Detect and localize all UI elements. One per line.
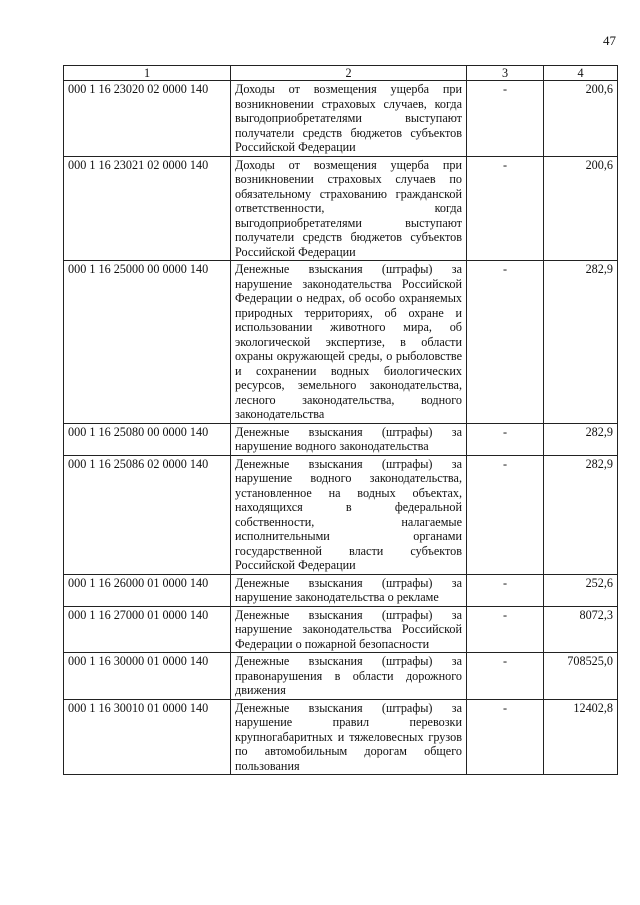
table-row [64, 653, 618, 700]
page-number: 47 [603, 33, 616, 48]
budget-code: 000 1 16 26000 01 0000 140 [64, 574, 231, 606]
header-col-3: 3 [467, 66, 544, 81]
amount-value: 708525,0 [544, 653, 618, 700]
table-row [64, 81, 618, 157]
table-header-row [64, 66, 618, 81]
revenue-description: Доходы от возмещения ущерба при возникновении страховых случаев по обязательному страхованию гражданской ответственности, когда выгодоприобретателями выступают получатели средств бюджетов субъектов Российской Федерации [231, 156, 467, 261]
table-row [64, 455, 618, 574]
revenue-description: Денежные взыскания (штрафы) за нарушение водного законодательства [231, 423, 467, 455]
col3-value: - [467, 423, 544, 455]
budget-code: 000 1 16 25000 00 0000 140 [64, 261, 231, 424]
table-row [64, 699, 618, 775]
amount-value: 200,6 [544, 156, 618, 261]
amount-value: 282,9 [544, 261, 618, 424]
budget-code: 000 1 16 30010 01 0000 140 [64, 699, 231, 775]
revenue-description: Денежные взыскания (штрафы) за нарушение законодательства Российской Федерации о пожарной безопасности [231, 606, 467, 653]
col3-value: - [467, 156, 544, 261]
amount-value: 12402,8 [544, 699, 618, 775]
amount-value: 8072,3 [544, 606, 618, 653]
col3-value: - [467, 606, 544, 653]
col3-value: - [467, 455, 544, 574]
col3-value: - [467, 699, 544, 775]
revenue-description: Денежные взыскания (штрафы) за правонарушения в области дорожного движения [231, 653, 467, 700]
amount-value: 200,6 [544, 81, 618, 157]
budget-code: 000 1 16 23021 02 0000 140 [64, 156, 231, 261]
table-row [64, 423, 618, 455]
budget-code: 000 1 16 25086 02 0000 140 [64, 455, 231, 574]
amount-value: 282,9 [544, 423, 618, 455]
col3-value: - [467, 653, 544, 700]
budget-code: 000 1 16 30000 01 0000 140 [64, 653, 231, 700]
budget-code: 000 1 16 25080 00 0000 140 [64, 423, 231, 455]
table-row [64, 606, 618, 653]
col3-value: - [467, 574, 544, 606]
header-col-1: 1 [64, 66, 231, 81]
revenue-description: Доходы от возмещения ущерба при возникновении страховых случаев, когда выгодоприобретателями выступают получатели средств бюджетов субъектов Российской Федерации [231, 81, 467, 157]
budget-code: 000 1 16 23020 02 0000 140 [64, 81, 231, 157]
budget-revenue-table [63, 65, 618, 775]
table-row [64, 156, 618, 261]
header-col-2: 2 [231, 66, 467, 81]
budget-code: 000 1 16 27000 01 0000 140 [64, 606, 231, 653]
col3-value: - [467, 261, 544, 424]
col3-value: - [467, 81, 544, 157]
header-col-4: 4 [544, 66, 618, 81]
amount-value: 252,6 [544, 574, 618, 606]
table-row [64, 574, 618, 606]
revenue-description: Денежные взыскания (штрафы) за нарушение водного законодательства, установленное на водных объектах, находящихся в федеральной собственности, налагаемые исполнительными органами государственной власти субъектов Российской Федерации [231, 455, 467, 574]
revenue-description: Денежные взыскания (штрафы) за нарушение законодательства о рекламе [231, 574, 467, 606]
amount-value: 282,9 [544, 455, 618, 574]
revenue-description: Денежные взыскания (штрафы) за нарушение законодательства Российской Федерации о недрах, об особо охраняемых природных территориях, об охране и использовании животного мира, об экологической экспертизе, в области охраны окружающей среды, о рыболовстве и сохранении водных биологических ресурсов, земельного законодательства, лесного законодательства, водного законодательства [231, 261, 467, 424]
table-row [64, 261, 618, 424]
revenue-description: Денежные взыскания (штрафы) за нарушение правил перевозки крупногабаритных и тяжеловесных грузов по автомобильным дорогам общего пользования [231, 699, 467, 775]
